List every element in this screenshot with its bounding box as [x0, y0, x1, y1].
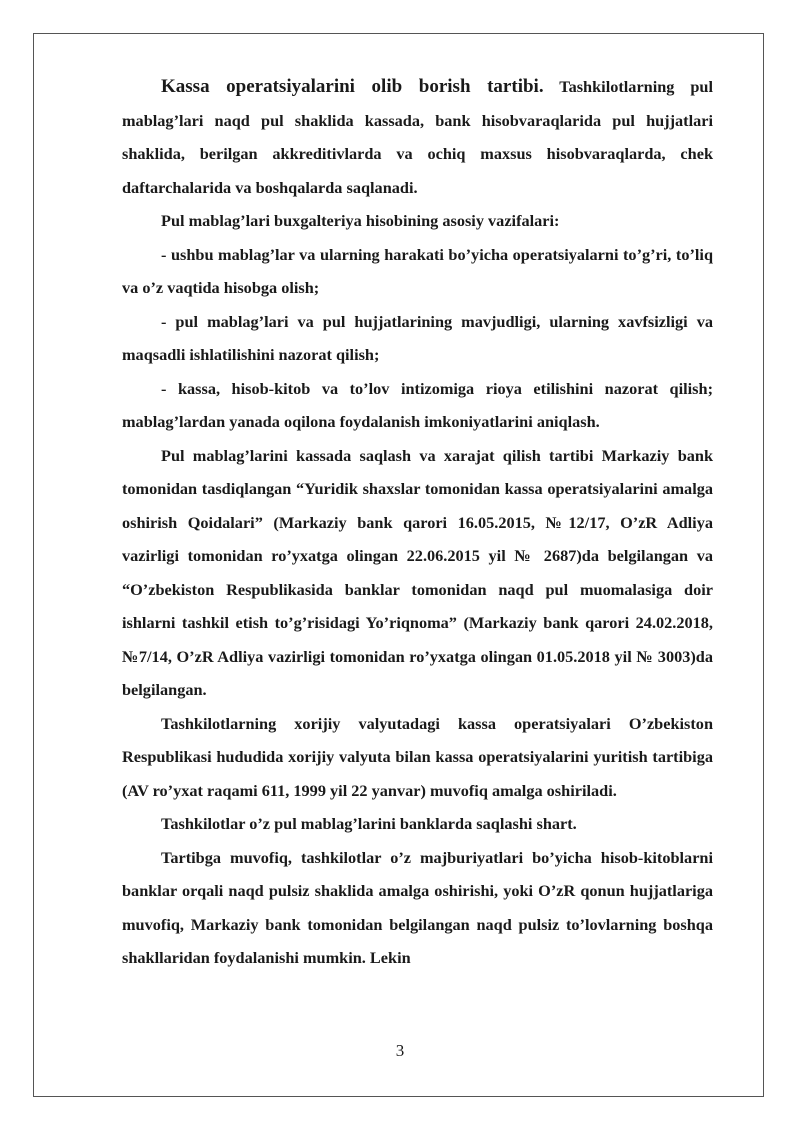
paragraph: - pul mablag’lari va pul hujjatlarining mavjudligi, ularning xavfsizligi va maqsadli ishlatilishini nazorat qilish;	[122, 311, 713, 364]
paragraph: Tashkilotlar o’z pul mablag’larini banklarda saqlashi shart.	[161, 814, 577, 833]
page-number: 3	[395, 1041, 405, 1060]
paragraph: - kassa, hisob-kitob va to’lov intizomiga rioya etilishini nazorat qilish; mablag’lardan yanada oqilona foydalanish imkoniyatlarini aniqlash.	[122, 378, 713, 431]
section-title: Kassa operatsiyalarini olib borish tartibi.	[161, 76, 544, 97]
paragraph: - ushbu mablag’lar va ularning harakati bo’yicha operatsiyalarni to’g’ri, to’liq va o’z vaqtida hisobga olish;	[122, 244, 713, 297]
document-body	[122, 70, 713, 975]
lead-paragraph	[122, 70, 713, 204]
paragraph: Pul mablag’larini kassada saqlash va xarajat qilish tartibi Markaziy bank tomonidan tasdiqlangan “Yuridik shaxslar tomonidan kassa operatsiyalarini amalga oshirish Qoidalari” (Markaziy bank qarori 16.05.2015, №12/17, O’zR Adliya vazirligi tomonidan ro’yxatga olingan 22.06.2015 yil № 2687)da belgilangan va “O’zbekiston Respublikasida banklar tomonidan naqd pul muomalasiga doir ishlarni tashkil etish to’g’risidagi Yo’riqnoma” (Markaziy bank qarori 24.02.2018, №7/14, O’zR Adliya vazirligi tomonidan ro’yxatga olingan 01.05.2018 yil № 3003)da belgilangan.	[122, 445, 713, 699]
paragraph: Tashkilotlarning xorijiy valyutadagi kassa operatsiyalari O’zbekiston Respublikasi hududida xorijiy valyuta bilan kassa operatsiyalarini yuritish tartibiga (AV ro’yxat raqami 611, 1999 yil 22 yanvar) muvofiq amalga oshiriladi.	[122, 713, 713, 800]
paragraph: Tartibga muvofiq, tashkilotlar o’z majburiyatlari bo’yicha hisob-kitoblarni banklar orqali naqd pulsiz shaklida amalga oshirishi, yoki O’zR qonun hujjatlariga muvofiq, Markaziy bank tomonidan belgilangan naqd pulsiz to’lovlarning boshqa shakllaridan foydalanishi mumkin. Lekin	[122, 847, 713, 967]
paragraph: Pul mablag’lari buxgalteriya hisobining asosiy vazifalari:	[161, 211, 560, 230]
lead-text: Tashkilotlarning pul mablag’lari naqd pul shaklida kassada, bank hisobvaraqlarida pul hujjatlari shaklida, berilgan akkreditivlarda va ochiq maxsus hisobvaraqlarda, chek daftarchalarida va boshqalarda saqlanadi.	[122, 77, 713, 197]
